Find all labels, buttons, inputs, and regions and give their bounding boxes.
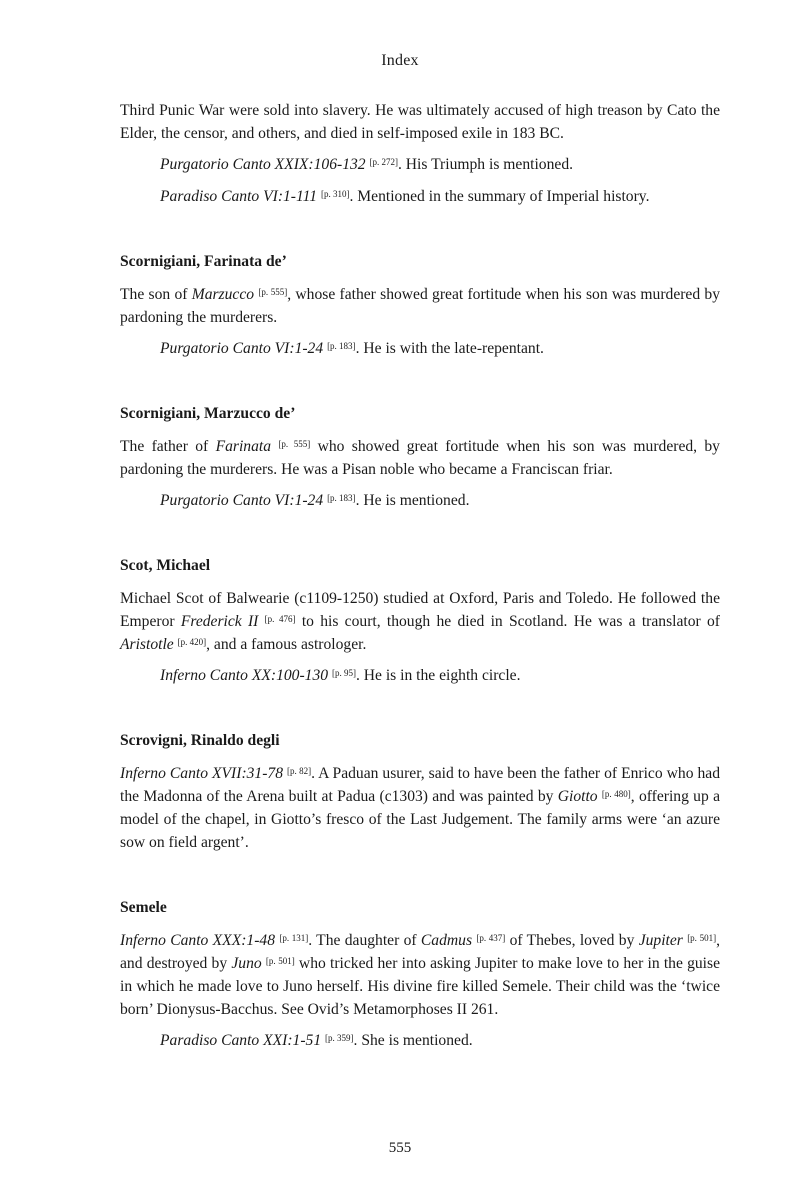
canto-link[interactable]: Inferno Canto XX:100-130 [160, 667, 329, 684]
body-text: , whose father showed great fortitude when his son was murdered by pardoning the murderers. [120, 286, 721, 326]
body-text: to his court, though he died in Scotland. He was a translator of [295, 613, 720, 630]
body-text: who showed great fortitude when his son was murdered, by pardoning the murderers. He was a Pisan noble who became a Franciscan friar. [120, 438, 720, 478]
page-ref[interactable]: [p. 555] [258, 287, 288, 297]
canto-link[interactable]: Purgatorio Canto VI:1-24 [160, 492, 324, 509]
page-ref[interactable]: [p. 420] [177, 637, 207, 647]
name-link[interactable]: Jupiter [638, 932, 683, 949]
page-ref[interactable]: [p. 476] [264, 614, 296, 624]
entry-body [120, 283, 720, 329]
entry-body [120, 929, 720, 1021]
body-text: , offering up a model of the chapel, in Giotto’s fresco of the Last Judgement. The family arms were ‘an azure sow on field argent’. [120, 788, 720, 851]
entry-heading: Scrovigni, Rinaldo degli [120, 732, 280, 749]
entry-heading: Scot, Michael [120, 557, 211, 574]
canto-link[interactable]: Paradiso Canto XXI:1-51 [160, 1032, 322, 1049]
body-text: . The daughter of [308, 932, 421, 949]
continuation-text: Third Punic War were sold into slavery. He was ultimately accused of high treason by Cato the Elder, the censor, and others, and died in self-imposed exile in 183 BC. [120, 102, 720, 142]
reference-note: . He is mentioned. [355, 492, 470, 509]
page-ref[interactable]: [p. 359] [325, 1033, 354, 1043]
body-text: who tricked her into asking Jupiter to make love to her in the guise in which he made love to Juno herself. His divine fire killed Semele. Their child was the ‘twice born’ Dionysus-Bacchus. See Ovid’s Metamorphoses II 261. [120, 955, 721, 1018]
reference-note: . He is in the eighth circle. [355, 667, 521, 684]
page-number: 555 [388, 1140, 412, 1156]
name-link[interactable]: Marzucco [191, 286, 255, 303]
entry-heading: Scornigiani, Farinata de’ [120, 253, 287, 270]
index-entry [120, 250, 720, 360]
body-text: The son of [120, 286, 192, 303]
index-entry [120, 729, 720, 854]
index-entry [120, 554, 720, 687]
body-text: . A Paduan usurer, said to have been the father of Enrico who had the Madonna of the Arena built at Padua (c1303) and was painted by [120, 765, 720, 805]
entry-body [120, 435, 720, 481]
index-content [120, 99, 720, 1061]
name-link[interactable]: Frederick II [180, 613, 259, 630]
body-text: , and destroyed by [120, 932, 721, 972]
continuation-paragraph [120, 99, 720, 145]
entry-body [120, 762, 720, 854]
page-ref[interactable]: [p. 501] [687, 933, 717, 943]
name-link[interactable]: Giotto [557, 788, 598, 805]
reference-note: . Mentioned in the summary of Imperial history. [349, 188, 650, 205]
name-link[interactable]: Juno [231, 955, 262, 972]
index-entry [120, 896, 720, 1052]
index-entry [120, 402, 720, 512]
reference-note: . His Triumph is mentioned. [398, 156, 574, 173]
page-ref[interactable]: [p. 95] [331, 668, 356, 678]
body-text: Michael Scot of Balwearie (c1109-1250) studied at Oxford, Paris and Toledo. He followed the Emperor [120, 590, 720, 630]
canto-link[interactable]: Paradiso Canto VI:1-111 [160, 188, 318, 205]
canto-link[interactable]: Purgatorio Canto VI:1-24 [160, 340, 324, 357]
entry-heading: Scornigiani, Marzucco de’ [120, 405, 296, 422]
page-ref[interactable]: [p. 183] [327, 493, 356, 503]
cross-reference [160, 185, 720, 208]
page-ref[interactable]: [p. 555] [278, 439, 311, 449]
body-text: of Thebes, loved by [505, 932, 639, 949]
page-ref[interactable]: [p. 480] [601, 789, 631, 799]
page-ref[interactable]: [p. 501] [265, 956, 295, 966]
reference-note: . He is with the late-repentant. [355, 340, 544, 357]
body-text: , and a famous astrologer. [206, 636, 367, 653]
page-ref[interactable]: [p. 272] [369, 157, 398, 167]
page-ref[interactable]: [p. 131] [279, 933, 309, 943]
canto-link[interactable]: Inferno Canto XXX:1-48 [120, 932, 276, 949]
name-link[interactable]: Farinata [215, 438, 272, 455]
reference-note: . She is mentioned. [353, 1032, 473, 1049]
running-head: Index [381, 52, 419, 69]
name-link[interactable]: Aristotle [120, 636, 174, 653]
page-ref[interactable]: [p. 310] [321, 189, 350, 199]
cross-reference [160, 153, 720, 176]
cross-reference [160, 664, 720, 687]
canto-link[interactable]: Purgatorio Canto XXIX:106-132 [160, 156, 366, 173]
page-ref[interactable]: [p. 82] [287, 766, 312, 776]
page-ref[interactable]: [p. 183] [327, 341, 356, 351]
body-text: The father of [120, 438, 216, 455]
name-link[interactable]: Cadmus [420, 932, 473, 949]
cross-reference [160, 489, 720, 512]
page-ref[interactable]: [p. 437] [476, 933, 506, 943]
canto-link[interactable]: Inferno Canto XVII:31-78 [120, 765, 284, 782]
cross-reference [160, 1029, 720, 1052]
entry-body [120, 587, 720, 656]
entry-heading: Semele [120, 899, 167, 916]
cross-reference [160, 337, 720, 360]
